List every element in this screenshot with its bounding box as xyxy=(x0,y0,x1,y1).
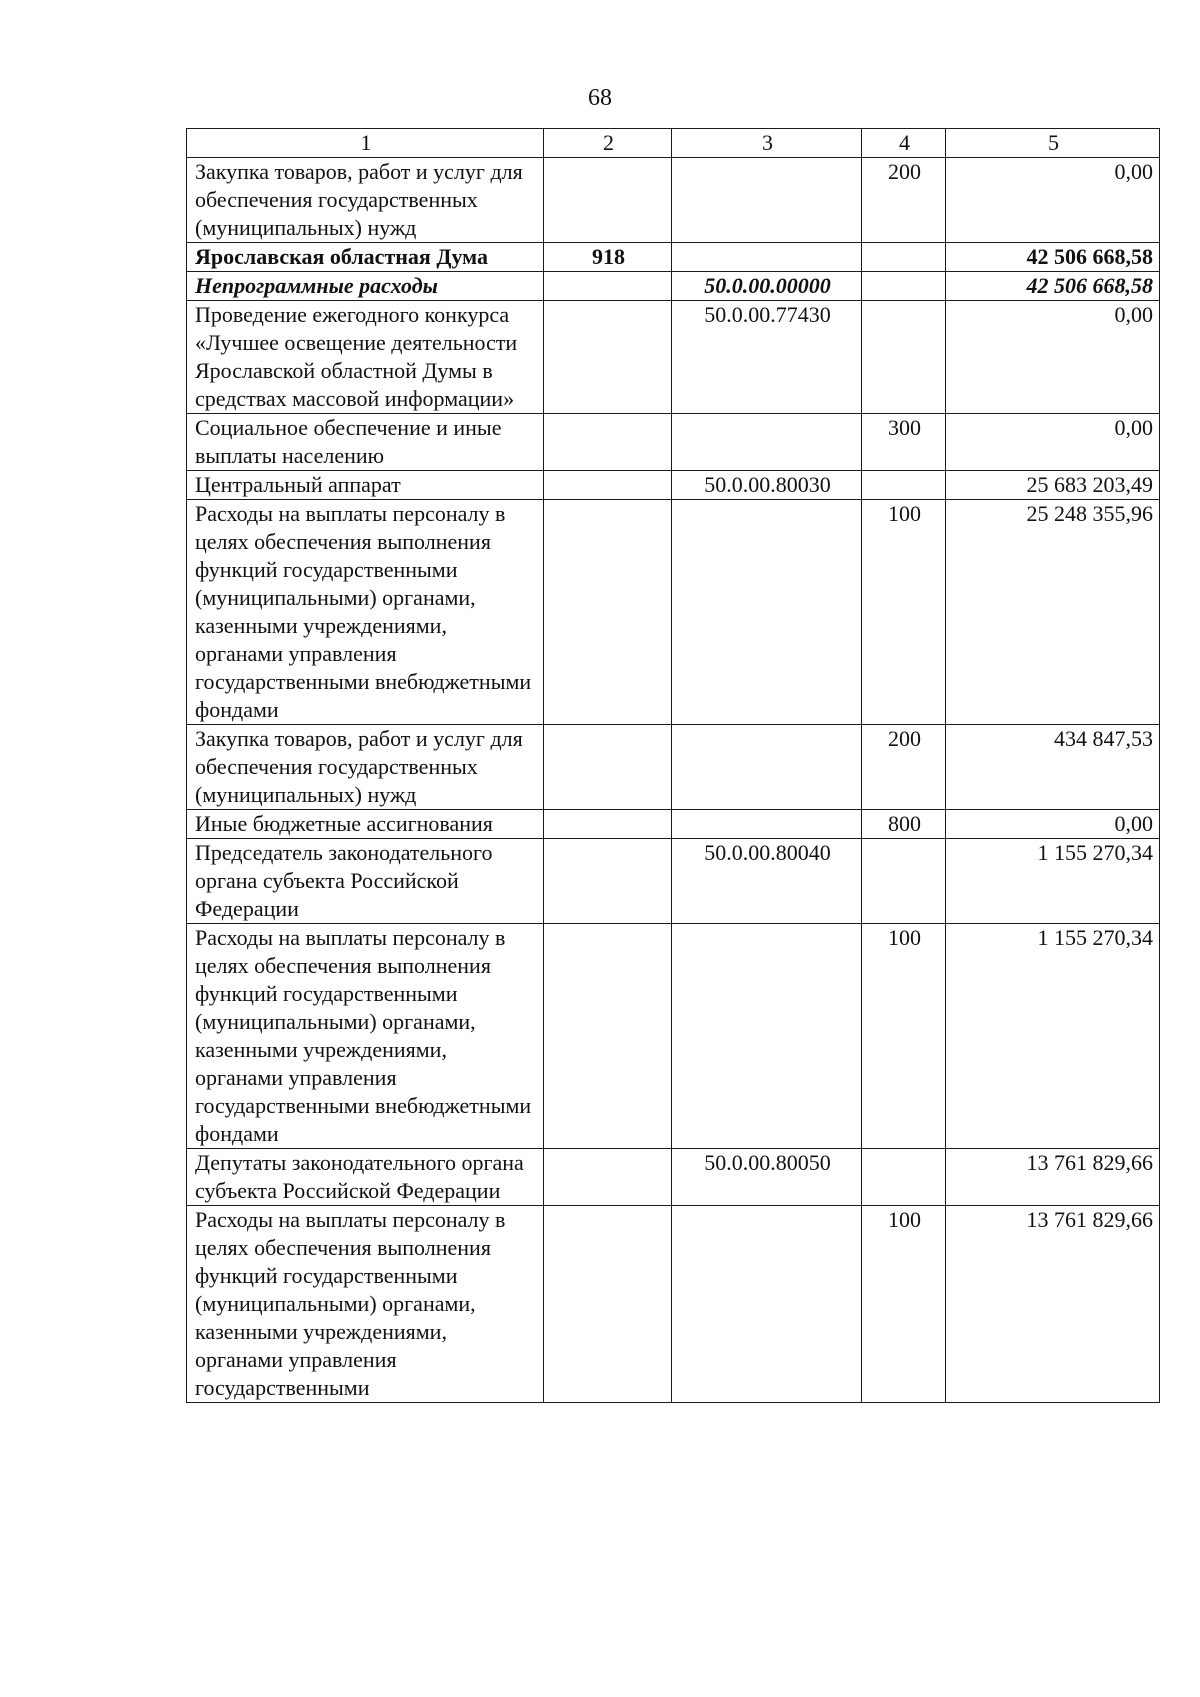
cell-name: Расходы на выплаты персоналу в целях обеспечения выполнения функций государственными (муниципальными) органами, казенными учреждениями, органами управления государственными внебюджетными фондами xyxy=(187,924,544,1149)
cell-expense-type xyxy=(862,301,946,414)
cell-amount: 25 683 203,49 xyxy=(946,471,1160,500)
header-col-1: 1 xyxy=(187,129,544,158)
cell-expense-type: 300 xyxy=(862,414,946,471)
cell-name: Расходы на выплаты персоналу в целях обеспечения выполнения функций государственными (муниципальными) органами, казенными учреждениями, органами управления государственными внебюджетными фондами xyxy=(187,500,544,725)
cell-expense-type xyxy=(862,471,946,500)
cell-amount: 13 761 829,66 xyxy=(946,1206,1160,1403)
cell-target-article xyxy=(672,414,862,471)
cell-target-article: 50.0.00.80040 xyxy=(672,839,862,924)
cell-amount: 434 847,53 xyxy=(946,725,1160,810)
cell-amount: 0,00 xyxy=(946,414,1160,471)
cell-ministry-code xyxy=(544,158,672,243)
cell-target-article xyxy=(672,725,862,810)
header-col-4: 4 xyxy=(862,129,946,158)
cell-ministry-code: 918 xyxy=(544,243,672,272)
cell-name: Закупка товаров, работ и услуг для обеспечения государственных (муниципальных) нужд xyxy=(187,158,544,243)
table-row xyxy=(187,500,1160,725)
cell-ministry-code xyxy=(544,725,672,810)
cell-amount: 42 506 668,58 xyxy=(946,243,1160,272)
table-row xyxy=(187,810,1160,839)
cell-target-article: 50.0.00.77430 xyxy=(672,301,862,414)
cell-ministry-code xyxy=(544,272,672,301)
cell-expense-type xyxy=(862,272,946,301)
cell-expense-type xyxy=(862,839,946,924)
cell-name: Центральный аппарат xyxy=(187,471,544,500)
cell-name: Депутаты законодательного органа субъекта Российской Федерации xyxy=(187,1149,544,1206)
table-row xyxy=(187,414,1160,471)
cell-target-article: 50.0.00.80050 xyxy=(672,1149,862,1206)
table-row xyxy=(187,1149,1160,1206)
cell-ministry-code xyxy=(544,839,672,924)
cell-amount: 42 506 668,58 xyxy=(946,272,1160,301)
cell-amount: 0,00 xyxy=(946,158,1160,243)
cell-name: Расходы на выплаты персоналу в целях обеспечения выполнения функций государственными (муниципальными) органами, казенными учреждениями, органами управления государственными xyxy=(187,1206,544,1403)
budget-table xyxy=(186,128,1160,1403)
header-col-2: 2 xyxy=(544,129,672,158)
cell-expense-type: 100 xyxy=(862,1206,946,1403)
cell-expense-type xyxy=(862,1149,946,1206)
cell-amount: 0,00 xyxy=(946,301,1160,414)
cell-target-article: 50.0.00.00000 xyxy=(672,272,862,301)
cell-amount: 25 248 355,96 xyxy=(946,500,1160,725)
cell-name: Закупка товаров, работ и услуг для обеспечения государственных (муниципальных) нужд xyxy=(187,725,544,810)
cell-ministry-code xyxy=(544,924,672,1149)
table-row xyxy=(187,1206,1160,1403)
header-col-5: 5 xyxy=(946,129,1160,158)
cell-amount: 0,00 xyxy=(946,810,1160,839)
cell-ministry-code xyxy=(544,1206,672,1403)
cell-name: Социальное обеспечение и иные выплаты населению xyxy=(187,414,544,471)
cell-expense-type xyxy=(862,243,946,272)
page-number: 68 xyxy=(588,85,612,111)
cell-expense-type: 800 xyxy=(862,810,946,839)
header-row xyxy=(187,129,1160,158)
cell-amount: 1 155 270,34 xyxy=(946,924,1160,1149)
cell-amount: 1 155 270,34 xyxy=(946,839,1160,924)
table-row xyxy=(187,839,1160,924)
cell-expense-type: 100 xyxy=(862,924,946,1149)
cell-target-article xyxy=(672,243,862,272)
cell-name: Иные бюджетные ассигнования xyxy=(187,810,544,839)
cell-expense-type: 200 xyxy=(862,725,946,810)
table-row xyxy=(187,924,1160,1149)
cell-target-article xyxy=(672,500,862,725)
cell-ministry-code xyxy=(544,301,672,414)
cell-ministry-code xyxy=(544,414,672,471)
cell-target-article: 50.0.00.80030 xyxy=(672,471,862,500)
table-row xyxy=(187,272,1160,301)
cell-target-article xyxy=(672,158,862,243)
table-row xyxy=(187,471,1160,500)
table-row xyxy=(187,725,1160,810)
table-body xyxy=(187,158,1160,1403)
cell-name: Непрограммные расходы xyxy=(187,272,544,301)
cell-name: Ярославская областная Дума xyxy=(187,243,544,272)
cell-target-article xyxy=(672,1206,862,1403)
cell-expense-type: 200 xyxy=(862,158,946,243)
cell-ministry-code xyxy=(544,471,672,500)
table-row xyxy=(187,301,1160,414)
cell-target-article xyxy=(672,924,862,1149)
cell-name: Председатель законодательного органа субъекта Российской Федерации xyxy=(187,839,544,924)
cell-expense-type: 100 xyxy=(862,500,946,725)
table-row xyxy=(187,158,1160,243)
cell-target-article xyxy=(672,810,862,839)
cell-name: Проведение ежегодного конкурса «Лучшее освещение деятельности Ярославской областной Думы в средствах массовой информации» xyxy=(187,301,544,414)
header-col-3: 3 xyxy=(672,129,862,158)
cell-ministry-code xyxy=(544,1149,672,1206)
cell-ministry-code xyxy=(544,810,672,839)
cell-amount: 13 761 829,66 xyxy=(946,1149,1160,1206)
cell-ministry-code xyxy=(544,500,672,725)
table-row xyxy=(187,243,1160,272)
